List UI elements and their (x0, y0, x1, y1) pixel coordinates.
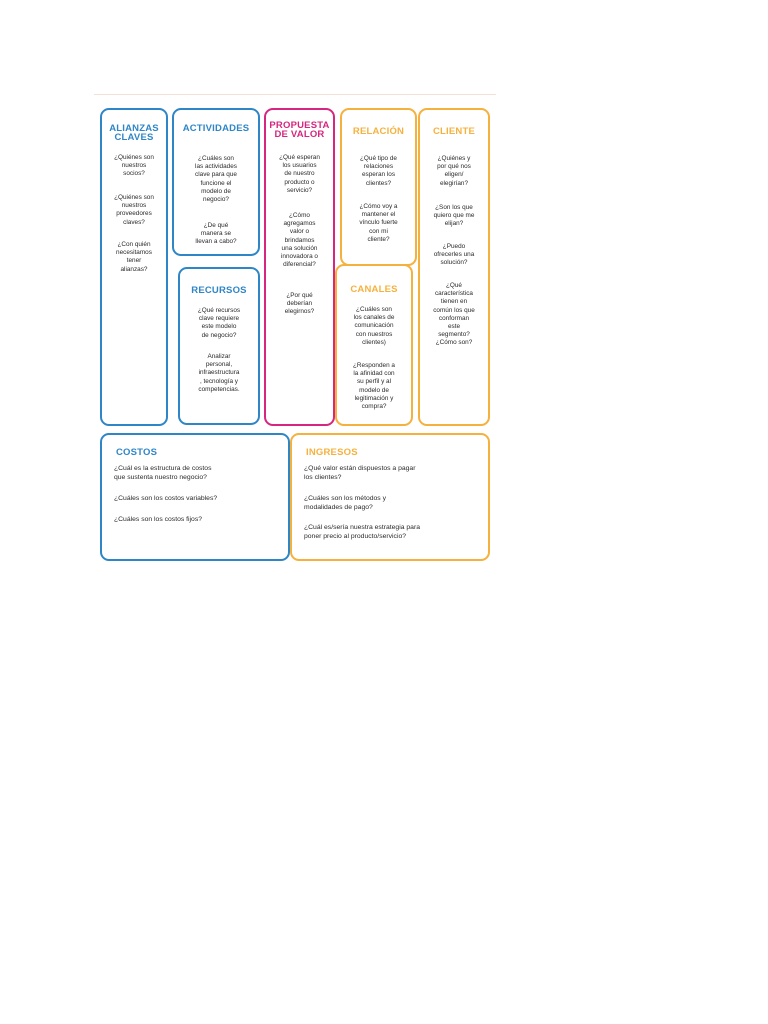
relacion-title: RELACIÓN (352, 126, 405, 137)
propuesta-question-1: ¿Qué esperan los usuarios de nuestro producto o servicio? (279, 154, 320, 194)
alianzas-question-2: ¿Quiénes son nuestros proveedores claves? (114, 194, 154, 226)
canales-block (335, 264, 413, 426)
business-model-canvas (94, 94, 496, 568)
top-rule (94, 94, 496, 95)
costos-title: COSTOS (116, 447, 158, 458)
cliente-question-2: ¿Son los que quiero que me elijan? (433, 204, 475, 228)
relacion-block (340, 108, 417, 266)
propuesta-question-2: ¿Cómo agregamos valor o brindamos una solución innovadora o diferencial? (281, 212, 318, 269)
costos-question-3: ¿Cuáles son los costos fijos? (114, 516, 203, 523)
propuesta-question-3: ¿Por qué deberían elegirnos? (284, 292, 315, 316)
recursos-question-1: ¿Qué recursos clave requiere este modelo de negocio? (197, 307, 241, 339)
alianzas-question-3: ¿Con quién necesitamos tener alianzas? (116, 241, 152, 273)
cliente-question-3: ¿Puedo ofrecerles una solución? (433, 243, 475, 267)
ingresos-question-2: ¿Cuáles son los métodos y modalidades de pago? (304, 495, 386, 511)
relacion-question-2: ¿Cómo voy a mantener el vínculo fuerte con mi cliente? (359, 203, 398, 243)
propuesta-de-valor-block (264, 108, 335, 426)
costos-question-1: ¿Cuál es la estructura de costos que sustenta nuestro negocio? (114, 465, 212, 481)
ingresos-question-1: ¿Qué valor están dispuestos a pagar los clientes? (304, 465, 416, 481)
cliente-question-1: ¿Quiénes y por qué nos eligen/ elegirían? (437, 155, 471, 187)
ingresos-title: INGRESOS (306, 447, 358, 458)
cliente-title: CLIENTE (432, 126, 476, 137)
costos-block (100, 433, 290, 561)
alianzas-claves-title: ALIANZAS CLAVES (109, 123, 159, 143)
recursos-block (178, 267, 260, 425)
alianzas-question-1: ¿Quiénes son nuestros socios? (114, 154, 154, 178)
actividades-question-2: ¿De qué manera se llevan a cabo? (195, 222, 237, 246)
relacion-question-1: ¿Qué tipo de relaciones esperan los clientes? (360, 155, 397, 187)
ingresos-question-3: ¿Cuál es/sería nuestra estrategia para poner precio al producto/servicio? (304, 524, 420, 540)
recursos-title: RECURSOS (191, 285, 247, 296)
cliente-question-4: ¿Qué característica tienen en común los que conforman este segmento? ¿Cómo son? (433, 282, 475, 347)
ingresos-block (290, 433, 490, 561)
canales-question-2: ¿Responden a la afinidad con su perfil y al modelo de legitimación y compra? (353, 362, 395, 411)
actividades-question-1: ¿Cuáles son las actividades clave para que funcione el modelo de negocio? (195, 155, 237, 204)
alianzas-claves-block (100, 108, 168, 426)
propuesta-de-valor-title: PROPUESTA DE VALOR (269, 120, 330, 140)
canales-title: CANALES (350, 284, 398, 295)
cliente-block (418, 108, 490, 426)
costos-question-2: ¿Cuáles son los costos variables? (114, 495, 218, 502)
recursos-question-2: Analizar personal, infraestructura , tecnología y competencias. (198, 353, 240, 393)
canales-question-1: ¿Cuáles son los canales de comunicación con nuestros clientes) (353, 306, 395, 346)
actividades-block (172, 108, 260, 256)
actividades-title: ACTIVIDADES (182, 123, 250, 134)
